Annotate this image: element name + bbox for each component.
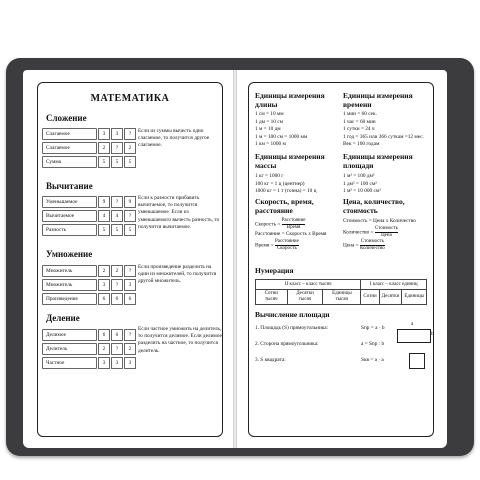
table-row (42, 292, 136, 305)
cell: 5 (98, 224, 110, 236)
area-formula-1: Sпр = a · b (361, 325, 385, 331)
cell: 5 (98, 156, 110, 168)
section-heading-subtraction: Вычитание (46, 181, 93, 191)
row-label: Делимое (42, 329, 97, 341)
length-line: 1 м = 100 см = 1000 мм (255, 133, 308, 140)
length-line: 1 м = 10 дм (255, 126, 281, 132)
rank-cell: Единицы (402, 290, 427, 305)
area-formula-3: Sкв = a · a (361, 357, 384, 363)
table-row (42, 342, 136, 355)
cell: ? (124, 128, 136, 140)
cell: ? (111, 279, 123, 291)
right-frame (248, 82, 434, 437)
page-title: МАТЕМАТИКА (90, 93, 170, 104)
rule-note-multiplication (138, 264, 222, 286)
cell: 5 (124, 224, 136, 236)
mass-line: 100 кг = 1 ц (центнер) (255, 180, 305, 187)
cell: 6 (98, 293, 110, 305)
cell: ? (124, 210, 136, 222)
heading-numeration: Нумерация (255, 266, 294, 275)
cell: 2 (124, 142, 136, 154)
row-label: Частное (42, 357, 97, 369)
rank-cell: Сотни (361, 290, 379, 305)
area-units-list (343, 173, 381, 196)
cell: 6 (98, 329, 110, 341)
side-b-label: b (431, 331, 434, 337)
formula-left: Время = (255, 242, 274, 249)
right-page (237, 70, 447, 448)
addition-table (42, 127, 136, 169)
numeration-table (255, 279, 427, 305)
heading-area-units: Единицы измерения площади (343, 152, 413, 170)
rule-note-addition (138, 128, 222, 150)
subtraction-table (42, 195, 136, 237)
cell: 5 (111, 156, 123, 168)
cell: ? (111, 196, 123, 208)
multiplication-table (42, 264, 136, 306)
cell: 4 (111, 210, 123, 222)
row-label: Произведение (42, 293, 97, 305)
area-formula-2: a = Sпр : b (361, 341, 385, 347)
price-formula-2 (343, 226, 433, 239)
table-row (42, 328, 136, 341)
row-label: Сумма (42, 156, 97, 168)
class-units: I класс – класс единиц (361, 280, 427, 290)
area-line: 1 м² = 10 000 см² (343, 188, 381, 194)
row-label: Слагаемое (42, 142, 97, 154)
cell: 4 (98, 210, 110, 222)
cell: 9 (98, 196, 110, 208)
cell: 3 (111, 128, 123, 140)
speed-formula-2: Расстояние = Скорость x Время (255, 231, 327, 237)
rule-text: Если к разности прибавить вычитаемое, то получится уменьшаемое. Если из уменьшаемого вычесть разность, то получится вычитаемое. (138, 195, 220, 230)
cell: 2 (98, 142, 110, 154)
section-heading-division: Деление (46, 313, 80, 323)
fraction (360, 239, 385, 252)
row-label: Уменьшаемое (42, 196, 97, 208)
division-table (42, 328, 136, 370)
rank-cell: Сотни тысяч (256, 290, 288, 305)
left-frame (37, 82, 223, 437)
speed-formulas (255, 218, 341, 252)
table-row (256, 290, 427, 305)
cell: 3 (124, 357, 136, 369)
heading-speed: Скорость, время, расстояние (255, 197, 314, 215)
cell: 5 (111, 224, 123, 236)
denominator: Время (286, 225, 301, 230)
price-formula-1: Стоимость = Цена x Количество (343, 218, 416, 224)
rule-text: Если произведение разделить на один из множителей, то получится другой множитель. (138, 264, 217, 285)
mass-units-list (255, 173, 316, 196)
denominator: Цена (381, 232, 392, 238)
cell: ? (124, 265, 136, 277)
speed-formula-3 (255, 239, 341, 252)
time-line: 1 час = 60 мин (343, 118, 376, 125)
class-thousands: II класс – класс тысяч (256, 280, 361, 290)
formula-left: Количество = (343, 229, 374, 236)
rule-text: Если частное умножить на делитель, то получится делимое. Если делимое разделить на частное, то получится делитель. (138, 326, 222, 354)
area-item-2: 2. Сторона прямоугольника: (255, 341, 319, 347)
formula-left: Скорость = (255, 221, 281, 228)
time-line: 1 мин = 60 сек. (343, 111, 377, 117)
time-line: Век = 100 годам (343, 141, 380, 147)
row-label: Множитель (42, 265, 97, 277)
section-heading-addition: Сложение (46, 113, 87, 123)
table-row (42, 356, 136, 369)
length-line: 1 см = 10 мм (255, 111, 284, 117)
rule-note-division (138, 326, 222, 355)
table-row (42, 223, 136, 236)
fraction (282, 218, 306, 231)
cell: 5 (124, 156, 136, 168)
square-diagram (409, 353, 425, 369)
fraction (375, 226, 398, 239)
area-item-3: 3. S квадрата: (255, 357, 286, 363)
numerator: Стоимость (374, 225, 398, 231)
cell: 3 (98, 279, 110, 291)
cell: 2 (98, 343, 110, 355)
rank-cell: Единицы тысяч (323, 290, 361, 305)
length-units-list (255, 111, 307, 149)
row-label: Множитель (42, 279, 97, 291)
side-a-label: a (411, 321, 414, 327)
row-label: Вычитаемое (42, 210, 97, 222)
row-label: Делитель (42, 343, 97, 355)
cell: 3 (111, 357, 123, 369)
area-line: 1 м² = 100 дм² (343, 173, 375, 179)
table-row (42, 141, 136, 154)
rank-cell: Десятки (379, 290, 402, 305)
heading-area-calc: Вычисление площади (255, 310, 330, 319)
table-row (42, 264, 136, 277)
table-row (42, 195, 136, 208)
cell: 3 (98, 128, 110, 140)
table-row (42, 209, 136, 222)
price-formula-3 (343, 239, 433, 252)
area-item-1: 1. Площадь (S) прямоугольника: (255, 325, 329, 331)
cell: 3 (98, 357, 110, 369)
rule-note-subtraction (138, 195, 222, 231)
rule-text: Если из суммы вычесть одно слагаемое, то получится другое слагаемое. (138, 128, 210, 149)
time-line: 1 год = 365 или 366 суткам =12 мес. (343, 133, 424, 140)
cell: 6 (111, 293, 123, 305)
mass-line: 1 кг = 1000 г (255, 173, 284, 179)
numerator: Расстояние (274, 238, 299, 244)
speed-formula-1 (255, 218, 341, 231)
denominator: Скорость (276, 245, 297, 251)
table-row (42, 278, 136, 291)
numerator: Стоимость (360, 238, 384, 244)
time-units-list (343, 111, 433, 149)
heading-price: Цена, количество, стоимость (343, 197, 405, 215)
area-line: 1 дм² = 100 см² (343, 180, 377, 187)
cell: ? (124, 329, 136, 341)
cell: 6 (124, 293, 136, 305)
length-line: 1 дм = 10 см (255, 118, 283, 125)
row-label: Слагаемое (42, 128, 97, 140)
cell: 2 (111, 265, 123, 277)
cell: 3 (124, 279, 136, 291)
table-row (256, 280, 427, 290)
time-line: 1 сутки = 24 ч (343, 126, 375, 132)
numerator: Расстояние (281, 218, 306, 223)
rectangle-diagram (397, 329, 431, 343)
fraction (275, 239, 299, 252)
cell: 2 (124, 343, 136, 355)
cell: ? (111, 343, 123, 355)
row-label: Разность (42, 224, 97, 236)
cell: 9 (124, 196, 136, 208)
denominator: Количество (360, 245, 385, 251)
section-heading-multiplication: Умножение (46, 249, 93, 259)
rank-cell: Десятки тысяч (287, 290, 323, 305)
heading-length-units: Единицы измерения длины (255, 91, 325, 109)
formula-left: Цена = (343, 242, 359, 249)
heading-time-units: Единицы измерения времени (343, 91, 413, 109)
heading-mass-units: Единицы измерения массы (255, 152, 325, 170)
cell: 6 (111, 329, 123, 341)
price-formulas (343, 218, 433, 252)
table-row (42, 127, 136, 140)
cell: ? (111, 142, 123, 154)
left-page (23, 70, 233, 448)
cell: 2 (98, 265, 110, 277)
table-row (42, 155, 136, 168)
length-line: 1 км = 1000 м (255, 141, 286, 147)
mass-line: 1000 кг = 1 т (тонна) = 10 ц (255, 188, 317, 194)
